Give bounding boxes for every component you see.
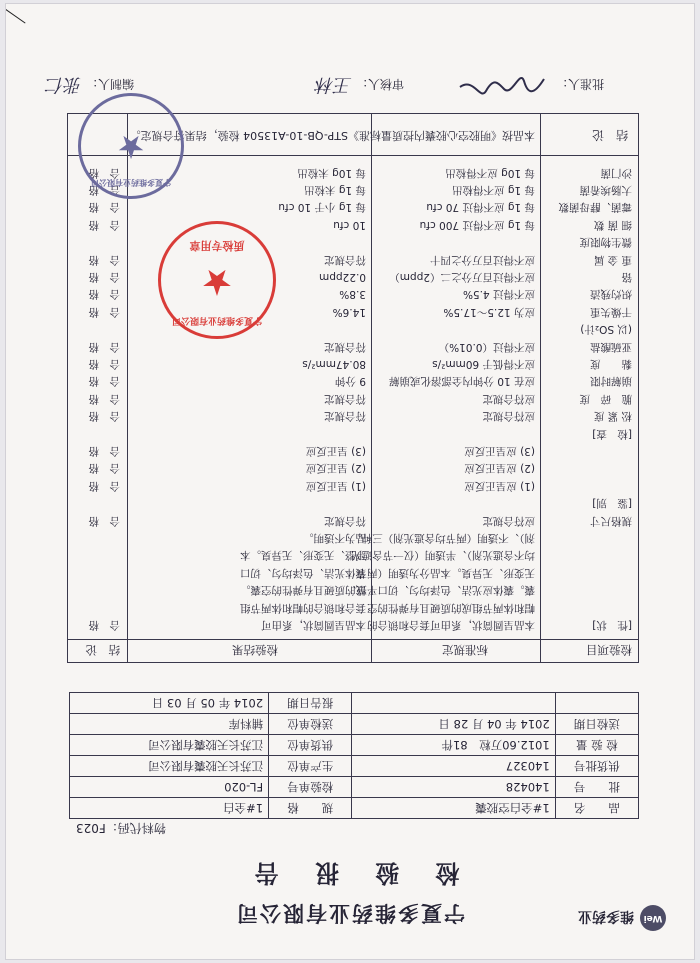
item-cell: [检 查]	[592, 427, 632, 440]
standard-cell: 本品呈圆筒状，系由可套合和锁合的	[367, 619, 535, 631]
standard-cell: 每 1g 应不得过 70 cfu	[426, 201, 535, 214]
conclusion-cell: 合 格	[88, 479, 120, 492]
standard-cell: 无变形、无异臭。本品分为透明（两节	[356, 566, 535, 579]
result-cell: 平整、无变形、无异臭。本	[240, 549, 366, 562]
conclusion-cell: 合 格	[88, 392, 120, 405]
standard-cell: 应不得低于 60mm²/s	[432, 358, 535, 370]
conclusion-cell: 合 格	[88, 184, 120, 196]
conclusion-cell: 合 格	[88, 410, 120, 423]
info-row	[70, 714, 639, 735]
info-label: 供货单位	[269, 735, 352, 756]
logo-mark-icon: Wei	[640, 905, 666, 931]
info-value: 1#全白	[70, 798, 269, 819]
rotated-document	[6, 4, 694, 959]
item-cell: [鉴 别]	[592, 497, 632, 510]
conclusion-cell: 合 格	[88, 288, 120, 301]
info-row	[70, 693, 639, 714]
reviewer-handwriting: 王林	[316, 74, 352, 95]
result-cell: 符合规定	[324, 253, 366, 266]
result-cell: 14.6%	[332, 305, 366, 318]
item-cell: 铬	[621, 271, 632, 283]
star-icon: ★	[116, 128, 146, 166]
result-cell: 每 1g 未检出	[303, 184, 366, 196]
standard-cell: 均不含遮光剂）、半透明（仅一节含遮光	[351, 549, 535, 562]
standard-cell: 应在 10 分钟内全部溶化或崩解	[388, 375, 535, 388]
document-page	[6, 4, 694, 959]
standard-cell: (3) 应呈正反应	[464, 445, 535, 457]
info-value	[352, 693, 555, 714]
result-cell: 本品呈圆筒状，系由可	[261, 619, 366, 631]
preparer-handwriting: 张仁	[46, 74, 82, 95]
red-qc-stamp: 宁夏多维药业有限公司 ★ 质检专用章	[158, 221, 276, 339]
result-cell: 每 1g 小于 10 cfu	[278, 201, 366, 214]
approver-signature	[456, 68, 546, 99]
standard-cell: 每 1g 应不得过 700 cfu	[419, 218, 535, 231]
result-cell: (3) 呈正反应	[305, 445, 366, 457]
result-cell: 符合规定	[324, 340, 366, 353]
conclusion-text: 本品按《明胶空心胶囊内控质量标准》STP-QB-10-A13504 检验，结果符合规定。	[129, 129, 535, 142]
standard-cell: 剂）、不透明（两节均含遮光剂）三种。	[351, 532, 535, 544]
logo-text: 维多药业	[578, 908, 634, 924]
info-row	[70, 735, 639, 756]
conclusion-cell: 合 格	[88, 253, 120, 266]
result-cell: 品为不透明。	[303, 532, 366, 544]
conclusion-cell: 合 格	[88, 305, 120, 318]
report-title: 检 验 报 告	[240, 859, 460, 888]
info-value: 140327	[352, 756, 555, 777]
header-conclusion: 结 论	[85, 643, 120, 657]
info-value: 140428	[352, 777, 555, 798]
item-cell: [性 状]	[592, 619, 632, 631]
result-cell: 9 分钟	[334, 375, 366, 388]
standard-cell: 应不得过 4.5%	[462, 288, 535, 301]
conclusion-cell: 合 格	[88, 375, 120, 388]
info-label: 品 名	[555, 798, 638, 819]
info-label: 批 号	[555, 777, 638, 798]
item-cell: 细 菌 数	[593, 218, 632, 231]
info-row	[70, 777, 639, 798]
conclusion-label: 结 论	[591, 128, 628, 142]
conclusion-cell: 合 格	[88, 358, 120, 370]
reviewer-label: 审核人：	[355, 77, 404, 91]
conclusion-cell: 合 格	[88, 271, 120, 283]
info-row	[70, 756, 639, 777]
info-value: 辅料库	[70, 714, 269, 735]
result-cell: 每 10g 未检出	[297, 166, 366, 179]
info-value: 2014 年 04 月 28 日	[352, 714, 555, 735]
conclusion-cell: 合 格	[88, 514, 120, 527]
item-cell: 沙门菌	[600, 166, 632, 179]
result-cell: (1) 呈正反应	[305, 479, 366, 492]
standard-cell: 应符合规定	[482, 514, 535, 527]
standard-cell: 帽和体两节组成的质硬且有弹性的空	[367, 601, 535, 614]
item-cell: (以 SO₂计)	[580, 323, 632, 336]
result-cell: 符合规定	[324, 514, 366, 527]
info-label: 检验单号	[269, 777, 352, 798]
info-label: 检 验 量	[555, 735, 638, 756]
item-cell: 重 金 属	[593, 253, 632, 266]
standard-cell: 每 1g 应不得检出	[451, 184, 535, 196]
blue-company-stamp: 宁夏多维药业有限公司 ★	[78, 93, 184, 199]
column-divider	[540, 114, 541, 662]
header-divider	[68, 639, 638, 640]
conclusion-cell: 合 格	[88, 445, 120, 457]
conclusion-cell: 合 格	[88, 340, 120, 353]
standard-cell: 应为 12.5～17.5%	[443, 305, 535, 318]
conclusion-cell: 合 格	[88, 619, 120, 631]
header-standard: 标准规定	[442, 643, 488, 657]
result-cell: 3.8%	[339, 288, 366, 301]
header-item: 检验项目	[586, 643, 632, 657]
conclusion-cell: 合 格	[88, 462, 120, 475]
info-label: 送检单位	[269, 714, 352, 735]
conclusion-cell: 合 格	[88, 201, 120, 214]
standard-cell: 应符合规定	[482, 410, 535, 423]
info-label: 送检日期	[555, 714, 638, 735]
item-cell: 规格尺寸	[590, 514, 632, 527]
info-value: FL-020	[70, 777, 269, 798]
standard-cell: (1) 应呈正反应	[464, 479, 535, 492]
item-cell: 松 紧 度	[593, 410, 632, 423]
conclusion-cell: 合 格	[88, 166, 120, 179]
item-cell: 霉菌、酵母菌数	[558, 201, 632, 214]
standard-cell: 应不得过（0.01%）	[438, 340, 535, 353]
info-label: 规 格	[269, 798, 352, 819]
item-cell: 干燥失重	[590, 305, 632, 318]
standard-cell: 应不得过百万分之二（2ppm）	[389, 271, 535, 283]
info-value: 江苏长天胶囊有限公司	[70, 756, 269, 777]
result-cell: 符合规定	[324, 410, 366, 423]
result-cell: 囊体光洁、色泽均匀、切口	[240, 566, 366, 579]
approver-label: 批准人：	[555, 77, 604, 91]
result-cell: 80.47mm²/s	[302, 358, 366, 370]
result-cell: 0.22ppm	[319, 271, 366, 283]
conclusion-cell: 合 格	[88, 218, 120, 231]
result-cell: 符合规定	[324, 392, 366, 405]
result-cell: 成的质硬且有弹性的空囊。	[240, 584, 366, 597]
form-number: 物料代码：F023	[76, 821, 166, 835]
info-label: 供货批号	[555, 756, 638, 777]
info-value: 江苏长天胶囊有限公司	[70, 735, 269, 756]
item-cell: 大肠埃希菌	[579, 184, 632, 196]
item-cell: 脆 碎 度	[579, 392, 632, 405]
company-name: 宁夏多维药业有限公司	[235, 901, 465, 926]
result-cell: 套合和锁合的帽和体两节组	[240, 601, 366, 614]
item-cell: 炽灼残渣	[590, 288, 632, 301]
item-cell: 微生物限度	[579, 236, 632, 249]
item-cell: 黏 度	[590, 358, 632, 370]
standard-cell: 应符合规定	[482, 392, 535, 405]
info-value: 2014 年 05 月 03 日	[70, 693, 269, 714]
item-cell: 亚硫酸盐	[590, 340, 632, 353]
info-label: 生产单位	[269, 756, 352, 777]
standard-cell: 应不得过百万分之四十	[430, 253, 535, 266]
info-table	[69, 692, 639, 819]
info-row	[70, 798, 639, 819]
preparer-label: 编制人：	[85, 77, 134, 91]
result-cell: (2) 呈正反应	[305, 462, 366, 475]
info-label: 报告日期	[269, 693, 352, 714]
inspection-table	[67, 113, 639, 663]
standard-cell: (2) 应呈正反应	[464, 462, 535, 475]
info-label	[555, 693, 638, 714]
star-icon: ★	[200, 261, 234, 302]
info-value: 1#全白空胶囊	[352, 798, 555, 819]
item-cell: 崩解时限	[590, 375, 632, 388]
info-value: 1012.60万粒 81件	[352, 735, 555, 756]
standard-cell: 囊。囊体应光洁、色泽均匀、切口平整、	[346, 584, 535, 597]
result-cell: 10 cfu	[333, 218, 366, 231]
header-result: 检验结果	[232, 643, 278, 657]
standard-cell: 每 10g 应不得检出	[445, 166, 535, 179]
